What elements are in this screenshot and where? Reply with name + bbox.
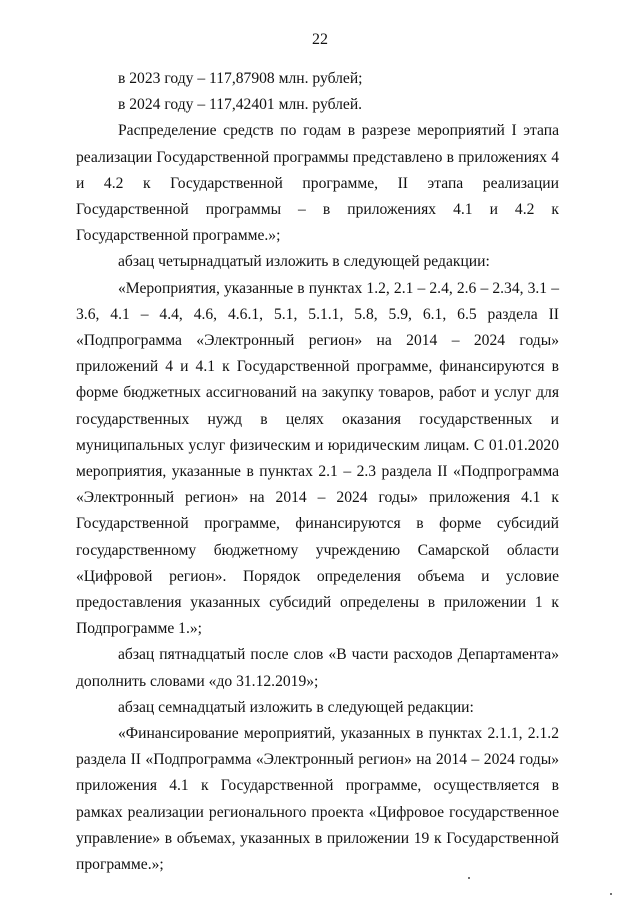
paragraph-distribution: Распределение средств по годам в разрезе мероприятий I этапа реализации Государственной программы представлено в приложениях 4 и 4.2 к Государственной программе, II этапа реализации Государственной программы – в приложениях 4.1 и 4.2 к Государственной программе.»; <box>76 122 559 245</box>
paragraph-measures: «Мероприятия, указанные в пунктах 1.2, 2.1 – 2.4, 2.6 – 2.34, 3.1 – 3.6, 4.1 – 4.4, 4.6, 4.6.1, 5.1, 5.1.1, 5.8, 5.9, 6.1, 6.5 раздела II «Подпрограмма «Электронный регион» на 2014 – 2024 годы» приложений 4 и 4.1 к Государственной программе, финансируются в форме бюджетных ассигнований на закупку товаров, работ и услуг для государственных нужд в целях оказания государственных и муниципальных услуг физическим и юридическим лицам. С 01.01.2020 мероприятия, указанные в пунктах 2.1 – 2.3 раздела II «Подпрограмма «Электронный регион» на 2014 – 2024 годы» приложения 4.1 к Государственной программе, финансируются в форме субсидий государственному бюджетному учреждению Самарской области «Цифровой регион». Порядок определения объема и условие предоставления указанных субсидий определены в приложении 1 к Подпрограмме 1.»; <box>76 279 559 638</box>
paragraph-instruction-15: абзац пятнадцатый после слов «В части расходов Департамента» дополнить словами «до 31.12.2019»; <box>76 646 559 690</box>
document-body <box>76 66 559 878</box>
paragraph-budget-2023: в 2023 году – 117,87908 млн. рублей; <box>118 70 363 87</box>
paragraph-instruction-14: абзац четырнадцатый изложить в следующей редакции: <box>118 253 490 271</box>
scan-speck <box>468 877 470 879</box>
page-number: 22 <box>312 31 328 48</box>
paragraph-instruction-17: абзац семнадцатый изложить в следующей редакции: <box>118 698 474 716</box>
scan-speck <box>610 893 612 895</box>
paragraph-financing: «Финансирование мероприятий, указанных в пунктах 2.1.1, 2.1.2 раздела II «Подпрограмма «Электронный регион» на 2014 – 2024 годы» приложения 4.1 к Государственной программе, осуществляется в рамках реализации регионального проекта «Цифровое государственное управление» в объемах, указанных в приложении 19 к Государственной программе.»; <box>76 725 559 874</box>
paragraph-budget-2024: в 2024 году – 117,42401 млн. рублей. <box>118 96 363 114</box>
